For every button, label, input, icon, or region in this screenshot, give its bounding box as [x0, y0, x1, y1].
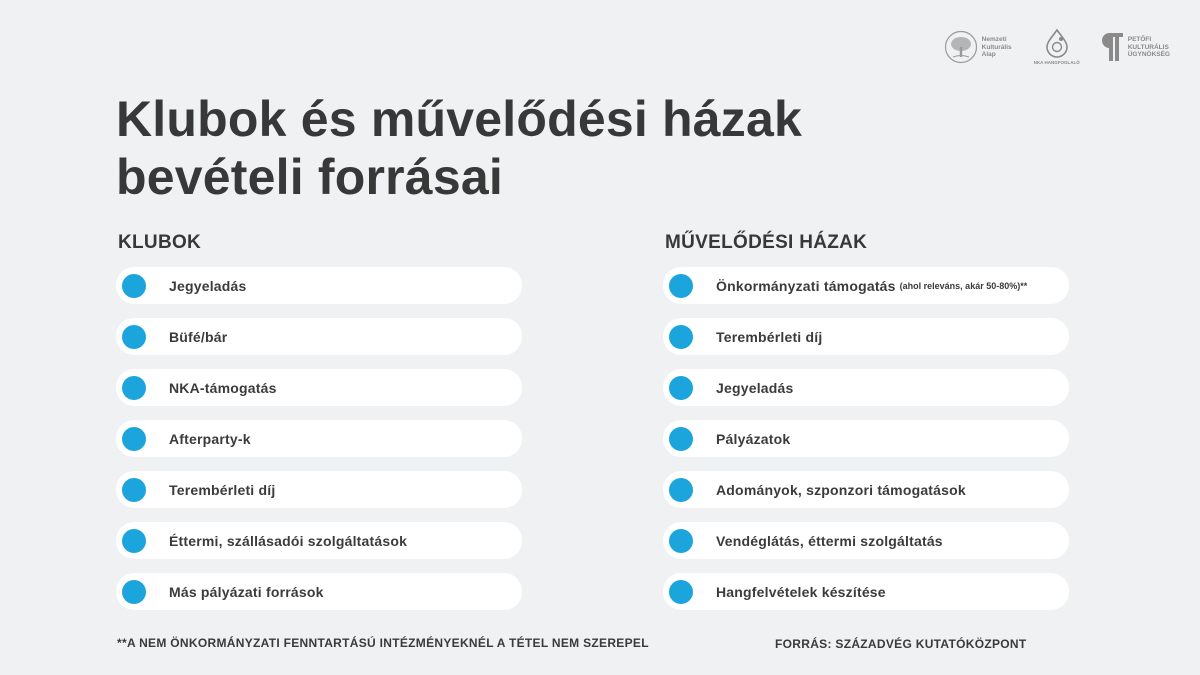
nka-logo-text: Nemzeti Kulturális Alap [981, 36, 1012, 58]
list-item-label: Terembérleti díj [716, 328, 823, 345]
list-item [663, 318, 1069, 355]
list-item [663, 369, 1069, 406]
nka-hangfoglalo-text: NKA HANGFOGLALÓ [1033, 60, 1080, 65]
muvelodesi-hazak-column [663, 232, 1069, 624]
bullet-dot-icon [122, 376, 146, 400]
bullet-dot-icon [669, 325, 693, 349]
list-item [116, 420, 522, 457]
source-credit: FORRÁS: SZÁZADVÉG KUTATÓKÖZPONT [775, 637, 1027, 651]
list-item [116, 522, 522, 559]
bullet-dot-icon [122, 529, 146, 553]
title-line-2: bevételi forrásai [116, 149, 503, 205]
list-item-label: Afterparty-k [169, 430, 251, 447]
list-item-label: Adományok, szponzori támogatások [716, 481, 966, 498]
bullet-dot-icon [669, 376, 693, 400]
nka-logo [944, 30, 1012, 64]
list-item [663, 420, 1069, 457]
list-item-label: Más pályázati források [169, 583, 324, 600]
bullet-dot-icon [122, 274, 146, 298]
list-item-label: Jegyeladás [716, 379, 794, 396]
bullet-dot-icon [122, 580, 146, 604]
bullet-dot-icon [122, 427, 146, 451]
list-item-note: (ahol releváns, akár 50-80%)** [899, 280, 1028, 291]
bullet-dot-icon [669, 478, 693, 502]
list-item-label: Vendéglátás, éttermi szolgáltatás [716, 532, 943, 549]
bullet-dot-icon [669, 580, 693, 604]
list-item [663, 573, 1069, 610]
bullet-dot-icon [669, 427, 693, 451]
petofi-logo [1102, 32, 1170, 62]
list-item [116, 573, 522, 610]
list-item-label: Éttermi, szállásadói szolgáltatások [169, 532, 408, 549]
list-item-label: Hangfelvételek készítése [716, 583, 886, 600]
klubok-heading: KLUBOK [118, 232, 202, 253]
klubok-column [116, 232, 522, 624]
list-item-label: NKA-támogatás [169, 379, 277, 396]
list-item [663, 267, 1069, 304]
petofi-logo-text: PETŐFI KULTURÁLIS ÜGYNÖKSÉG [1127, 36, 1170, 58]
nka-hangfoglalo-logo [1034, 28, 1080, 67]
list-item-label: Önkormányzati támogatás [716, 277, 896, 294]
title-line-1: Klubok és művelődési házak [116, 91, 802, 147]
bullet-dot-icon [122, 325, 146, 349]
list-item-label: Terembérleti díj [169, 481, 276, 498]
sound-drop-icon [1043, 28, 1071, 58]
page-title [116, 90, 802, 206]
list-item-label: Jegyeladás [169, 277, 247, 294]
list-item [116, 318, 522, 355]
list-item [116, 267, 522, 304]
list-item-label: Pályázatok [716, 430, 791, 447]
list-item [663, 471, 1069, 508]
list-item [116, 369, 522, 406]
tree-icon [944, 30, 978, 64]
logo-bar [944, 28, 1170, 67]
footnote: **A NEM ÖNKORMÁNYZATI FENNTARTÁSÚ INTÉZMÉNYEKNÉL A TÉTEL NEM SZEREPEL [117, 636, 649, 650]
list-item-label: Büfé/bár [169, 328, 228, 345]
list-item [663, 522, 1069, 559]
list-item [116, 471, 522, 508]
bullet-dot-icon [669, 274, 693, 298]
pilcrow-icon [1102, 32, 1124, 62]
muvelodesi-hazak-heading: MŰVELŐDÉSI HÁZAK [665, 232, 868, 253]
bullet-dot-icon [122, 478, 146, 502]
bullet-dot-icon [669, 529, 693, 553]
